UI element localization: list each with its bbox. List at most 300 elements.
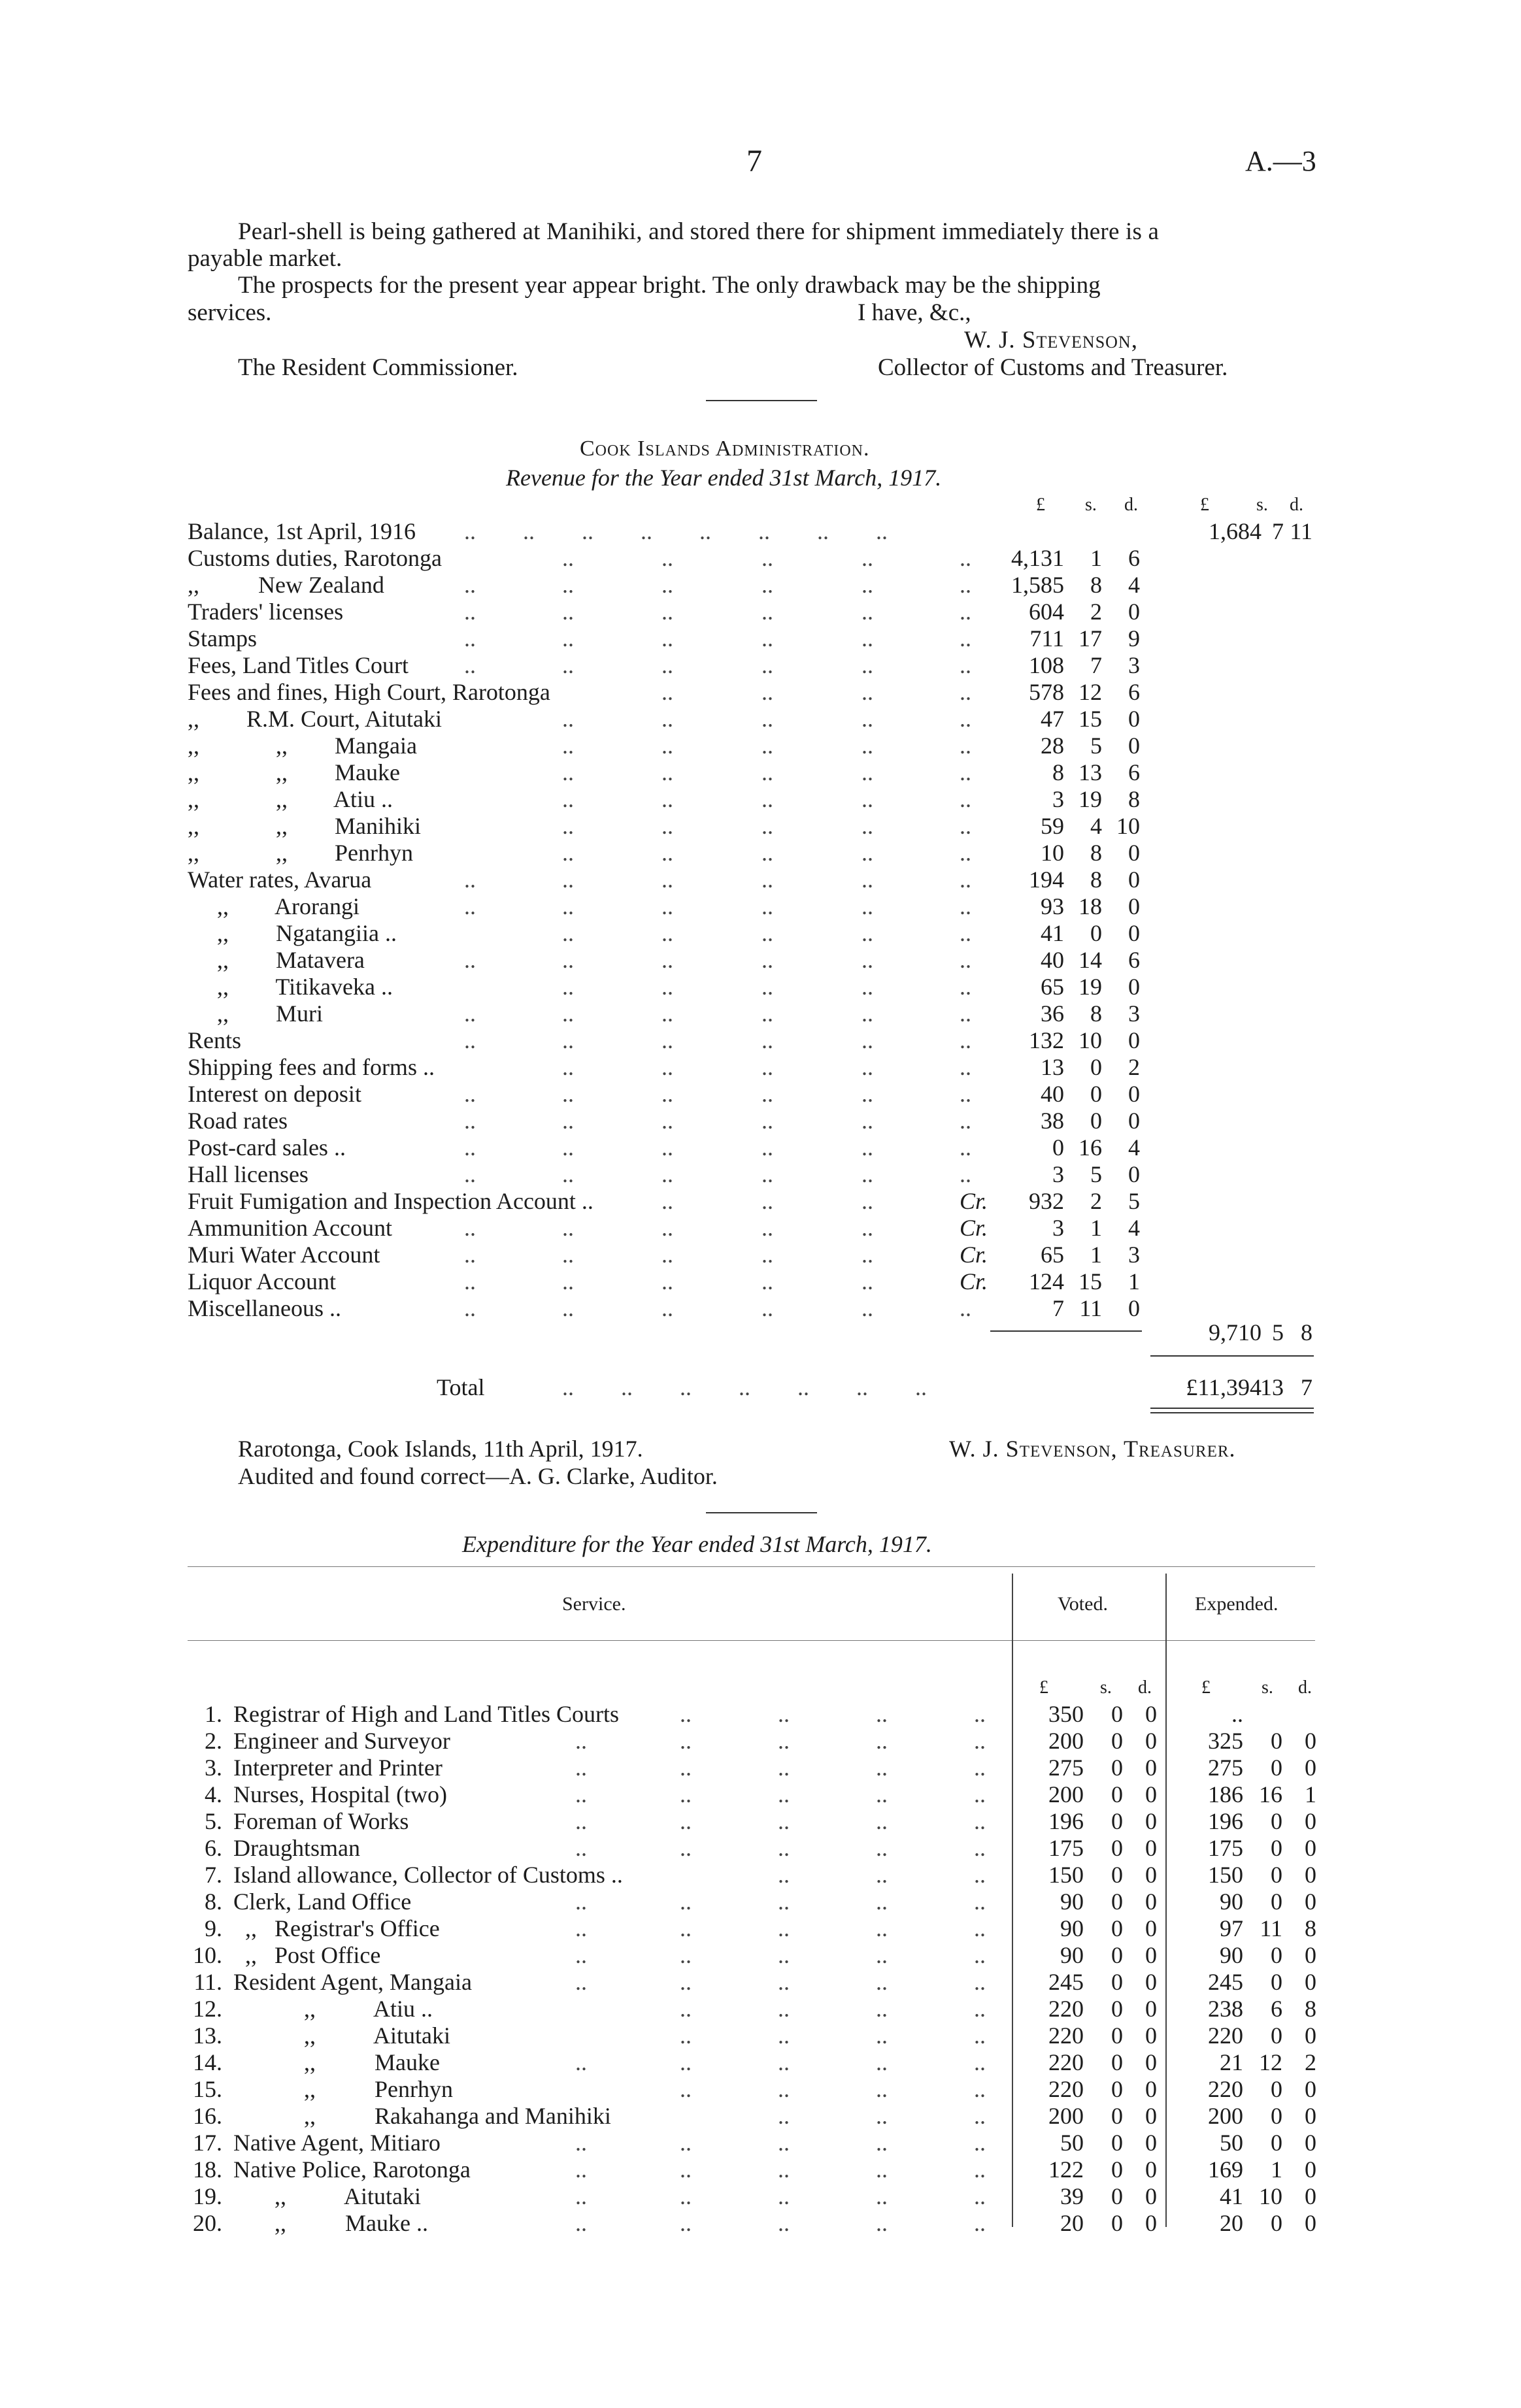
voted-pounds: 350 bbox=[1048, 1701, 1084, 1727]
revenue-shillings: 4 bbox=[1090, 813, 1102, 839]
balance-pence: 11 bbox=[1290, 518, 1312, 544]
revenue-row: Road rates .. .. .. .. .. .. 38 0 0 bbox=[188, 1108, 1140, 1134]
voted-shillings: 0 bbox=[1111, 1942, 1123, 1968]
revenue-row: Fruit Fumigation and Inspection Account .. .. .. .. Cr. 932 2 5 bbox=[188, 1188, 1140, 1214]
revenue-subtotal-row bbox=[0, 1319, 1521, 1345]
revenue-pence: 6 bbox=[1128, 947, 1140, 973]
revenue-pence: 0 bbox=[1128, 733, 1140, 759]
voted-shillings: 0 bbox=[1111, 1808, 1123, 1834]
revenue-pence: 0 bbox=[1128, 974, 1140, 1000]
expended-pence: 0 bbox=[1305, 2076, 1316, 2102]
voted-shillings: 0 bbox=[1111, 2103, 1123, 2129]
voted-pence: 0 bbox=[1145, 1942, 1157, 1968]
voted-pounds: 90 bbox=[1060, 1888, 1084, 1915]
revenue-shillings: 5 bbox=[1090, 1161, 1102, 1187]
revenue-label: ,, Ngatangiia .. bbox=[188, 920, 397, 946]
revenue-pence: 0 bbox=[1128, 599, 1140, 625]
row-number: 15. bbox=[193, 2076, 222, 2102]
expended-pounds: 41 bbox=[1220, 2183, 1243, 2209]
divider bbox=[706, 400, 817, 401]
voted-pounds: 220 bbox=[1048, 2049, 1084, 2075]
revenue-label: Ammunition Account bbox=[188, 1215, 392, 1241]
revenue-shillings: 0 bbox=[1090, 920, 1102, 946]
col-header-voted: Voted. bbox=[1058, 1593, 1108, 1615]
header-bottom-rule bbox=[188, 1640, 1315, 1641]
revenue-row: Shipping fees and forms .. .. .. .. .. .. 13 0 2 bbox=[188, 1054, 1140, 1080]
revenue-pence: 1 bbox=[1128, 1268, 1140, 1295]
revenue-label: Post-card sales .. bbox=[188, 1134, 346, 1161]
revenue-row: Interest on deposit .. .. .. .. .. .. 40 0 0 bbox=[188, 1081, 1140, 1107]
revenue-shillings: 1 bbox=[1090, 545, 1102, 571]
expended-shillings: 0 bbox=[1271, 2022, 1282, 2049]
expended-pounds: 90 bbox=[1220, 1942, 1243, 1968]
revenue-pounds: 108 bbox=[1029, 652, 1064, 678]
row-number: 20. bbox=[193, 2210, 222, 2236]
total-rule-top bbox=[1150, 1355, 1314, 1357]
expenditure-row: 13. ,, Aitutaki .. .. .. .. 220 0 0 220 0 0 bbox=[0, 2022, 1521, 2049]
expenditure-row: 11. Resident Agent, Mangaia .. .. .. .. .. 245 0 0 245 0 0 bbox=[0, 1968, 1521, 1995]
revenue-shillings: 19 bbox=[1078, 974, 1102, 1000]
revenue-balance-row bbox=[0, 518, 1521, 544]
revenue-pounds: 604 bbox=[1029, 599, 1064, 625]
revenue-pence: 3 bbox=[1128, 1242, 1140, 1268]
revenue-shillings: 1 bbox=[1090, 1242, 1102, 1268]
expenditure-unit-headers bbox=[0, 1674, 1521, 1701]
revenue-pence: 0 bbox=[1128, 1295, 1140, 1321]
voted-pounds: 200 bbox=[1048, 1728, 1084, 1754]
col-header-expended: Expended. bbox=[1195, 1593, 1279, 1615]
expended-shillings: 10 bbox=[1259, 2183, 1282, 2209]
letter-signatory-title: Collector of Customs and Treasurer. bbox=[878, 354, 1228, 381]
expended-shillings: 0 bbox=[1271, 2210, 1282, 2236]
revenue-pounds: 3 bbox=[1052, 1215, 1064, 1241]
revenue-row: ,, Muri .. .. .. .. .. .. 36 8 3 bbox=[188, 1000, 1140, 1027]
expenditure-row: 10. ,, Post Office .. .. .. .. .. 90 0 0 90 0 0 bbox=[0, 1941, 1521, 1968]
voted-pence: 0 bbox=[1145, 1996, 1157, 2022]
revenue-pence: 9 bbox=[1128, 625, 1140, 651]
unit-pound: £ bbox=[1036, 495, 1045, 515]
revenue-row: ,, ,, Penrhyn .. .. .. .. .. 10 8 0 bbox=[188, 840, 1140, 866]
revenue-label: Road rates bbox=[188, 1108, 288, 1134]
expended-pence: 0 bbox=[1305, 1728, 1316, 1754]
revenue-label: ,, ,, Mangaia bbox=[188, 733, 417, 759]
row-number: 7. bbox=[205, 1862, 222, 1888]
expended-pence: 0 bbox=[1305, 1862, 1316, 1888]
letter-signatory: W. J. Stevenson, bbox=[964, 327, 1138, 354]
row-number: 2. bbox=[205, 1728, 222, 1754]
voted-pounds: 39 bbox=[1060, 2183, 1084, 2209]
letter-closing: I have, &c., bbox=[858, 299, 971, 326]
service-label: ,, Rakahanga and Manihiki bbox=[233, 2103, 611, 2129]
credit-marker: Cr. bbox=[960, 1242, 988, 1268]
document-reference: A.—3 bbox=[1245, 145, 1316, 177]
revenue-label: Customs duties, Rarotonga bbox=[188, 545, 442, 571]
revenue-shillings: 8 bbox=[1090, 840, 1102, 866]
voted-shillings: 0 bbox=[1111, 2049, 1123, 2075]
expended-pence: 0 bbox=[1305, 1755, 1316, 1781]
voted-shillings: 0 bbox=[1111, 2076, 1123, 2102]
revenue-row: Stamps .. .. .. .. .. .. 711 17 9 bbox=[188, 625, 1140, 651]
page-number: 7 bbox=[746, 144, 762, 178]
revenue-pence: 4 bbox=[1128, 572, 1140, 598]
revenue-shillings: 15 bbox=[1078, 1268, 1102, 1295]
expended-shillings: 11 bbox=[1260, 1915, 1282, 1941]
voted-shillings: 0 bbox=[1111, 1755, 1123, 1781]
revenue-shillings: 8 bbox=[1090, 1000, 1102, 1027]
revenue-pence: 0 bbox=[1128, 1027, 1140, 1053]
voted-pence: 0 bbox=[1145, 2049, 1157, 2075]
service-label: Nurses, Hospital (two) bbox=[233, 1781, 447, 1807]
letter-para2-line1: The prospects for the present year appear bright. The only drawback may be the shipping bbox=[238, 272, 1101, 299]
row-number: 19. bbox=[193, 2183, 222, 2209]
unit-pound: £ bbox=[1200, 495, 1209, 515]
voted-pence: 0 bbox=[1145, 1915, 1157, 1941]
voted-shillings: 0 bbox=[1111, 1996, 1123, 2022]
revenue-pounds: 578 bbox=[1029, 679, 1064, 705]
expended-shillings: 0 bbox=[1271, 2103, 1282, 2129]
unit-shilling: s. bbox=[1100, 1677, 1112, 1698]
expended-pence: 0 bbox=[1305, 1942, 1316, 1968]
revenue-label: ,, R.M. Court, Aitutaki bbox=[188, 706, 443, 732]
revenue-label: ,, New Zealand bbox=[188, 572, 384, 598]
voted-shillings: 0 bbox=[1111, 1728, 1123, 1754]
service-label: Clerk, Land Office bbox=[233, 1888, 412, 1915]
expended-pence: 1 bbox=[1305, 1781, 1316, 1807]
row-number: 13. bbox=[193, 2022, 222, 2049]
voted-shillings: 0 bbox=[1111, 2183, 1123, 2209]
revenue-row: ,, ,, Mangaia .. .. .. .. .. 28 5 0 bbox=[188, 733, 1140, 759]
revenue-unit-headers bbox=[0, 491, 1521, 518]
unit-pence: d. bbox=[1138, 1677, 1152, 1698]
row-number: 18. bbox=[193, 2156, 222, 2183]
revenue-label: ,, ,, Mauke bbox=[188, 759, 400, 785]
voted-pence: 0 bbox=[1145, 1808, 1157, 1834]
expended-pence: 0 bbox=[1305, 2156, 1316, 2183]
voted-pounds: 220 bbox=[1048, 2022, 1084, 2049]
revenue-row: ,, ,, Manihiki .. .. .. .. .. 59 4 10 bbox=[188, 813, 1140, 839]
voted-shillings: 0 bbox=[1111, 2210, 1123, 2236]
voted-pence: 0 bbox=[1145, 2076, 1157, 2102]
expended-shillings: 0 bbox=[1271, 2130, 1282, 2156]
revenue-shillings: 10 bbox=[1078, 1027, 1102, 1053]
revenue-pounds: 3 bbox=[1052, 786, 1064, 812]
revenue-row: ,, Ngatangiia .. .. .. .. .. .. 41 0 0 bbox=[188, 920, 1140, 946]
expenditure-row: 14. ,, Mauke .. .. .. .. .. 220 0 0 21 12 2 bbox=[0, 2049, 1521, 2075]
col-header-service: Service. bbox=[562, 1593, 626, 1615]
expenditure-row: 15. ,, Penrhyn .. .. .. .. 220 0 0 220 0 0 bbox=[0, 2075, 1521, 2102]
expended-shillings: 0 bbox=[1271, 1808, 1282, 1834]
revenue-label: Traders' licenses bbox=[188, 599, 344, 625]
expended-shillings: 12 bbox=[1259, 2049, 1282, 2075]
service-label: ,, Aitutaki bbox=[233, 2022, 450, 2049]
subtotal-pence: 8 bbox=[1301, 1319, 1312, 1345]
revenue-pounds: 1,585 bbox=[1011, 572, 1064, 598]
revenue-pence: 0 bbox=[1128, 920, 1140, 946]
expenditure-row: 4. Nurses, Hospital (two) .. .. .. .. .. 200 0 0 186 16 1 bbox=[0, 1781, 1521, 1807]
expended-shillings: 0 bbox=[1271, 1942, 1282, 1968]
service-label: ,, Mauke .. bbox=[233, 2210, 428, 2236]
expenditure-row: 8. Clerk, Land Office .. .. .. .. .. 90 0 0 90 0 0 bbox=[0, 1888, 1521, 1915]
service-label: Resident Agent, Mangaia bbox=[233, 1969, 472, 1995]
service-label: ,, Post Office bbox=[233, 1942, 381, 1968]
service-label: Engineer and Surveyor bbox=[233, 1728, 450, 1754]
revenue-row: ,, ,, Atiu .. .. .. .. .. .. 3 19 8 bbox=[188, 786, 1140, 812]
row-number: 9. bbox=[205, 1915, 222, 1941]
unit-pound: £ bbox=[1039, 1677, 1048, 1698]
unit-shilling: s. bbox=[1256, 495, 1268, 515]
row-number: 3. bbox=[205, 1755, 222, 1781]
voted-pounds: 200 bbox=[1048, 1781, 1084, 1807]
credit-marker: Cr. bbox=[960, 1188, 988, 1214]
expenditure-row: 16. ,, Rakahanga and Manihiki .. .. .. 200 0 0 200 0 0 bbox=[0, 2102, 1521, 2129]
voted-pounds: 245 bbox=[1048, 1969, 1084, 1995]
revenue-shillings: 1 bbox=[1090, 1215, 1102, 1241]
expenditure-row: 7. Island allowance, Collector of Customs .. .. .. .. 150 0 0 150 0 0 bbox=[0, 1861, 1521, 1888]
revenue-place-date: Rarotonga, Cook Islands, 11th April, 1917. bbox=[238, 1436, 643, 1462]
letter-para2-line2: services. bbox=[188, 299, 272, 326]
voted-pounds: 122 bbox=[1048, 2156, 1084, 2183]
subtotal-pounds: 9,710 bbox=[1209, 1319, 1262, 1345]
revenue-pounds: 40 bbox=[1041, 1081, 1064, 1107]
voted-pounds: 20 bbox=[1060, 2210, 1084, 2236]
voted-shillings: 0 bbox=[1111, 1888, 1123, 1915]
credit-marker: Cr. bbox=[960, 1215, 988, 1241]
revenue-shillings: 0 bbox=[1090, 1108, 1102, 1134]
expended-pounds: 169 bbox=[1208, 2156, 1243, 2183]
row-number: 17. bbox=[193, 2130, 222, 2156]
revenue-shillings: 18 bbox=[1078, 893, 1102, 919]
revenue-row: Ammunition Account .. .. .. .. .. Cr. 3 1 4 bbox=[188, 1215, 1140, 1241]
row-number: 8. bbox=[205, 1888, 222, 1915]
revenue-pounds: 47 bbox=[1041, 706, 1064, 732]
expenditure-row: 5. Foreman of Works .. .. .. .. .. 196 0 0 196 0 0 bbox=[0, 1807, 1521, 1834]
revenue-pence: 0 bbox=[1128, 1081, 1140, 1107]
revenue-shillings: 17 bbox=[1078, 625, 1102, 651]
subtotal-shillings: 5 bbox=[1272, 1319, 1284, 1345]
leader-dots: .. .. .. .. .. .. .. .. bbox=[464, 518, 888, 544]
expended-shillings: 0 bbox=[1271, 1755, 1282, 1781]
unit-pence: d. bbox=[1124, 495, 1138, 515]
voted-pounds: 90 bbox=[1060, 1915, 1084, 1941]
voted-shillings: 0 bbox=[1111, 1915, 1123, 1941]
letter-addressee: The Resident Commissioner. bbox=[238, 354, 518, 381]
revenue-shillings: 12 bbox=[1078, 679, 1102, 705]
voted-pounds: 200 bbox=[1048, 2103, 1084, 2129]
letter-para1-line2: payable market. bbox=[188, 245, 343, 272]
revenue-pounds: 28 bbox=[1041, 733, 1064, 759]
revenue-pounds: 132 bbox=[1029, 1027, 1064, 1053]
expended-pounds: 275 bbox=[1208, 1755, 1243, 1781]
unit-shilling: s. bbox=[1085, 495, 1097, 515]
total-label: Total bbox=[437, 1374, 485, 1400]
unit-pence: d. bbox=[1298, 1677, 1312, 1698]
total-pence: 7 bbox=[1301, 1374, 1312, 1400]
service-label: Draughtsman bbox=[233, 1835, 360, 1861]
service-label: Interpreter and Printer bbox=[233, 1755, 443, 1781]
revenue-label: Fruit Fumigation and Inspection Account .. bbox=[188, 1188, 593, 1214]
revenue-pounds: 65 bbox=[1041, 974, 1064, 1000]
revenue-pence: 8 bbox=[1128, 786, 1140, 812]
revenue-pence: 5 bbox=[1128, 1188, 1140, 1214]
revenue-shillings: 15 bbox=[1078, 706, 1102, 732]
expended-pounds: 245 bbox=[1208, 1969, 1243, 1995]
revenue-audit: Audited and found correct—A. G. Clarke, Auditor. bbox=[238, 1463, 718, 1489]
voted-pence: 0 bbox=[1145, 1781, 1157, 1807]
service-label: ,, Atiu .. bbox=[233, 1996, 433, 2022]
expended-pence: 0 bbox=[1305, 2130, 1316, 2156]
revenue-label: Liquor Account bbox=[188, 1268, 336, 1295]
voted-shillings: 0 bbox=[1111, 1835, 1123, 1861]
revenue-pounds: 41 bbox=[1041, 920, 1064, 946]
voted-pounds: 175 bbox=[1048, 1835, 1084, 1861]
expenditure-title: Expenditure for the Year ended 31st March, 1917. bbox=[462, 1531, 932, 1557]
revenue-shillings: 8 bbox=[1090, 866, 1102, 893]
row-number: 10. bbox=[193, 1942, 222, 1968]
expenditure-row: 6. Draughtsman .. .. .. .. .. 175 0 0 175 0 0 bbox=[0, 1834, 1521, 1861]
row-number: 1. bbox=[205, 1701, 222, 1727]
revenue-pounds: 65 bbox=[1041, 1242, 1064, 1268]
revenue-label: Fees and fines, High Court, Rarotonga bbox=[188, 679, 550, 705]
revenue-shillings: 14 bbox=[1078, 947, 1102, 973]
balance-shillings: 7 bbox=[1272, 518, 1284, 544]
revenue-label: Shipping fees and forms .. bbox=[188, 1054, 435, 1080]
expended-pounds: 150 bbox=[1208, 1862, 1243, 1888]
revenue-shillings: 16 bbox=[1078, 1134, 1102, 1161]
revenue-label: Fees, Land Titles Court bbox=[188, 652, 409, 678]
voted-shillings: 0 bbox=[1111, 2022, 1123, 2049]
revenue-label: Stamps bbox=[188, 625, 258, 651]
revenue-pounds: 36 bbox=[1041, 1000, 1064, 1027]
revenue-label: Miscellaneous .. bbox=[188, 1295, 341, 1321]
voted-pence: 0 bbox=[1145, 2156, 1157, 2183]
revenue-row: Miscellaneous .. .. .. .. .. .. .. 7 11 0 bbox=[188, 1295, 1140, 1321]
service-label: Native Police, Rarotonga bbox=[233, 2156, 471, 2183]
revenue-pence: 4 bbox=[1128, 1215, 1140, 1241]
voted-pence: 0 bbox=[1145, 1862, 1157, 1888]
expended-pence: 0 bbox=[1305, 1969, 1316, 1995]
expended-pence: 0 bbox=[1305, 1888, 1316, 1915]
expenditure-row: 17. Native Agent, Mitiaro .. .. .. .. .. 50 0 0 50 0 0 bbox=[0, 2129, 1521, 2156]
service-label: Native Agent, Mitiaro bbox=[233, 2130, 441, 2156]
revenue-pence: 0 bbox=[1128, 840, 1140, 866]
revenue-heading: Cook Islands Administration. bbox=[580, 437, 870, 461]
voted-shillings: 0 bbox=[1111, 2130, 1123, 2156]
voted-pounds: 50 bbox=[1060, 2130, 1084, 2156]
revenue-label: ,, ,, Penrhyn bbox=[188, 840, 413, 866]
revenue-pounds: 7 bbox=[1052, 1295, 1064, 1321]
voted-pence: 0 bbox=[1145, 2103, 1157, 2129]
revenue-pence: 3 bbox=[1128, 652, 1140, 678]
row-number: 4. bbox=[205, 1781, 222, 1807]
voted-pence: 0 bbox=[1145, 1835, 1157, 1861]
revenue-shillings: 13 bbox=[1078, 759, 1102, 785]
revenue-row: Post-card sales .. .. .. .. .. .. .. 0 16 4 bbox=[188, 1134, 1140, 1161]
revenue-total-row bbox=[0, 1374, 1521, 1400]
expended-pence: 0 bbox=[1305, 2183, 1316, 2209]
voted-pounds: 220 bbox=[1048, 1996, 1084, 2022]
revenue-label: Interest on deposit bbox=[188, 1081, 361, 1107]
revenue-pence: 0 bbox=[1128, 866, 1140, 893]
revenue-row: Traders' licenses .. .. .. .. .. .. 604 2 0 bbox=[188, 599, 1140, 625]
revenue-row: Customs duties, Rarotonga .. .. .. .. .. 4,131 1 6 bbox=[188, 545, 1140, 571]
revenue-row: Fees and fines, High Court, Rarotonga .. .. .. .. 578 12 6 bbox=[188, 679, 1140, 705]
expended-pounds: 97 bbox=[1220, 1915, 1243, 1941]
revenue-pence: 3 bbox=[1128, 1000, 1140, 1027]
voted-pence: 0 bbox=[1145, 2210, 1157, 2236]
revenue-pence: 6 bbox=[1128, 545, 1140, 571]
expended-pence: 8 bbox=[1305, 1996, 1316, 2022]
row-number: 11. bbox=[193, 1969, 222, 1995]
revenue-label: ,, Matavera bbox=[188, 947, 365, 973]
revenue-treasurer: W. J. Stevenson, Treasurer. bbox=[949, 1436, 1236, 1462]
expended-shillings: 0 bbox=[1271, 1862, 1282, 1888]
revenue-pence: 2 bbox=[1128, 1054, 1140, 1080]
expended-pounds: 21 bbox=[1220, 2049, 1243, 2075]
revenue-row: Hall licenses .. .. .. .. .. .. 3 5 0 bbox=[188, 1161, 1140, 1187]
revenue-pounds: 8 bbox=[1052, 759, 1064, 785]
balance-pounds: 1,684 bbox=[1209, 518, 1262, 544]
leader-dots: .. .. .. .. .. .. .. bbox=[562, 1374, 927, 1400]
expended-pence: 0 bbox=[1305, 2022, 1316, 2049]
revenue-shillings: 19 bbox=[1078, 786, 1102, 812]
voted-shillings: 0 bbox=[1111, 1701, 1123, 1727]
voted-pence: 0 bbox=[1145, 2130, 1157, 2156]
revenue-shillings: 5 bbox=[1090, 733, 1102, 759]
expenditure-row: 9. ,, Registrar's Office .. .. .. .. .. 90 0 0 97 11 8 bbox=[0, 1915, 1521, 1941]
revenue-pounds: 38 bbox=[1041, 1108, 1064, 1134]
revenue-pence: 0 bbox=[1128, 893, 1140, 919]
voted-pounds: 220 bbox=[1048, 2076, 1084, 2102]
expended-pounds: 50 bbox=[1220, 2130, 1243, 2156]
expended-shillings: 16 bbox=[1259, 1781, 1282, 1807]
revenue-pounds: 4,131 bbox=[1011, 545, 1064, 571]
revenue-row: Muri Water Account .. .. .. .. .. Cr. 65 1 3 bbox=[188, 1242, 1140, 1268]
voted-pence: 0 bbox=[1145, 1755, 1157, 1781]
revenue-pounds: 932 bbox=[1029, 1188, 1064, 1214]
revenue-row: Liquor Account .. .. .. .. .. Cr. 124 15 1 bbox=[188, 1268, 1140, 1295]
expended-shillings: 0 bbox=[1271, 1728, 1282, 1754]
expended-shillings: 0 bbox=[1271, 1969, 1282, 1995]
revenue-label: ,, Arorangi bbox=[188, 893, 359, 919]
revenue-pounds: 711 bbox=[1029, 625, 1064, 651]
revenue-row: ,, Matavera .. .. .. .. .. .. 40 14 6 bbox=[188, 947, 1140, 973]
row-number: 5. bbox=[205, 1808, 222, 1834]
revenue-label: ,, Muri bbox=[188, 1000, 323, 1027]
balance-label: Balance, 1st April, 1916 bbox=[188, 518, 416, 544]
revenue-label: Hall licenses bbox=[188, 1161, 309, 1187]
expended-pounds: 20 bbox=[1220, 2210, 1243, 2236]
revenue-pounds: 13 bbox=[1041, 1054, 1064, 1080]
unit-pence: d. bbox=[1290, 495, 1303, 515]
revenue-pence: 6 bbox=[1128, 759, 1140, 785]
revenue-row: Fees, Land Titles Court .. .. .. .. .. .. 108 7 3 bbox=[188, 652, 1140, 678]
expended-pounds: 238 bbox=[1208, 1996, 1243, 2022]
revenue-row: ,, Arorangi .. .. .. .. .. .. 93 18 0 bbox=[188, 893, 1140, 919]
unit-pound: £ bbox=[1201, 1677, 1211, 1698]
revenue-shillings: 2 bbox=[1090, 1188, 1102, 1214]
revenue-pounds: 93 bbox=[1041, 893, 1064, 919]
revenue-shillings: 0 bbox=[1090, 1054, 1102, 1080]
revenue-shillings: 11 bbox=[1079, 1295, 1102, 1321]
revenue-row: ,, ,, Mauke .. .. .. .. .. 8 13 6 bbox=[188, 759, 1140, 785]
expended-pence: 0 bbox=[1305, 1808, 1316, 1834]
row-number: 16. bbox=[193, 2103, 222, 2129]
revenue-pounds: 59 bbox=[1041, 813, 1064, 839]
expended-shillings: 0 bbox=[1271, 1888, 1282, 1915]
revenue-pence: 0 bbox=[1128, 1108, 1140, 1134]
expended-pounds: 186 bbox=[1208, 1781, 1243, 1807]
revenue-pence: 10 bbox=[1116, 813, 1140, 839]
